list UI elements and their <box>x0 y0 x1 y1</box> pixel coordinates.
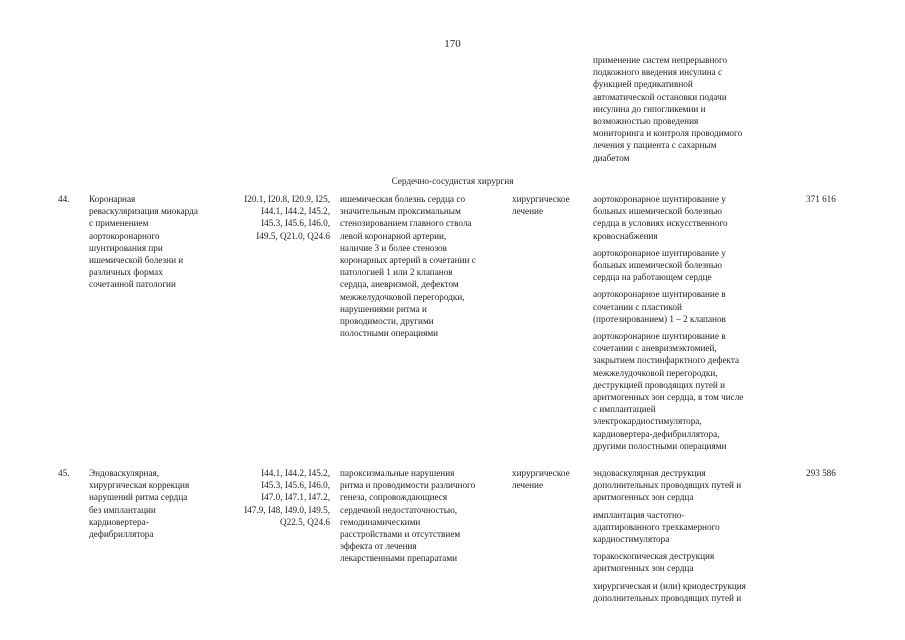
text-line: сочетанной патологии <box>89 279 176 290</box>
text-line: лечения у пациента с сахарным <box>593 140 717 151</box>
treatment-methods <box>593 467 803 609</box>
text-line: ишемической болезни и <box>89 255 184 266</box>
row-number: 45. <box>58 468 70 478</box>
icd-codes <box>222 467 330 528</box>
text-line: деструкцией проводящих путей и <box>593 379 726 390</box>
text-line: аортокоронарное шунтирование у <box>593 194 726 204</box>
text-line: кардиовертера-дефибриллятора, <box>593 428 720 439</box>
text-line: межжелудочковой перегородки, <box>340 291 465 302</box>
text-line: пароксизмальные нарушения <box>340 468 455 478</box>
text-line: полостными операциями <box>340 328 439 339</box>
text-line: нарушений ритма сердца <box>89 492 188 503</box>
text-line: различных формах <box>89 267 163 278</box>
text-line: аритмогенных зон сердца <box>593 492 694 503</box>
text-line: генеза, сопровождающиеся <box>340 492 448 503</box>
text-line: ритма и проводимости различного <box>340 480 476 491</box>
page-number: 170 <box>444 38 461 50</box>
text-line: лечение <box>512 206 544 217</box>
text-line: без имплантации <box>89 504 156 515</box>
text-line: адаптированного трехкамерного <box>593 521 720 532</box>
method-item <box>593 467 803 504</box>
text-line: I45.3, I45.6, I46.0, <box>261 480 330 491</box>
text-line: больных ишемической болезнью <box>593 260 723 271</box>
text-line: с применением <box>89 218 149 229</box>
treatment-type <box>512 467 587 491</box>
text-line: хирургическая коррекция <box>89 480 190 491</box>
method-item <box>593 247 803 284</box>
text-line: с имплантацией <box>593 404 656 415</box>
method-item <box>593 330 803 452</box>
text-line: сердца в условиях искусственного <box>593 218 728 229</box>
text-line: межжелудочковой перегородки, <box>593 367 718 378</box>
text-line: расстройствами и отсутствием <box>340 529 461 540</box>
text-line: кардиостимулятора <box>593 534 670 545</box>
cost-value: 371 616 <box>806 194 836 204</box>
text-line: коронарных артерий в сочетании с <box>340 255 476 266</box>
text-line: инсулина до гипогликемии и <box>593 103 706 114</box>
text-line: наличие 3 и более стенозов <box>340 242 447 253</box>
text-line: дополнительных проводящих путей и <box>593 480 742 491</box>
prev-method-text <box>593 54 803 164</box>
cost-value: 293 586 <box>806 468 836 478</box>
text-line: другими полостными операциями <box>593 440 727 451</box>
text-line: аортокоронарное шунтирование в <box>593 331 726 342</box>
text-line: аортокоронарного <box>89 230 160 241</box>
text-line: Q22.5, Q24.6 <box>279 516 330 527</box>
text-line: реваскуляризация миокарда <box>89 206 198 217</box>
text-line: кровоснабжения <box>593 230 658 241</box>
text-line: автоматической остановки подачи <box>593 91 727 102</box>
text-line: имплантация частотно- <box>593 509 685 520</box>
patient-model <box>340 467 505 565</box>
method-item <box>593 509 803 546</box>
patient-model <box>340 193 505 339</box>
text-line: I47.9, I48, I49.0, I49.5, <box>244 504 330 515</box>
text-line: лечение <box>512 480 544 491</box>
text-line: применение систем непрерывного <box>593 55 728 65</box>
text-line: аритмогенных зон сердца <box>593 563 694 574</box>
text-line: дефибриллятора <box>89 529 154 540</box>
treatment-type <box>512 193 587 217</box>
text-line: электрокардиостимулятора, <box>593 416 702 427</box>
text-line: Коронарная <box>89 194 136 204</box>
text-line: I44.1, I44.2, I45.2, <box>261 468 330 478</box>
text-line: диабетом <box>593 152 630 163</box>
text-line: аортокоронарное шунтирование в <box>593 289 726 300</box>
method-item <box>593 193 803 242</box>
text-line: I45.3, I45.6, I46.0, <box>261 218 330 229</box>
text-line: аритмогенных зон сердца, в том числе <box>593 392 744 403</box>
text-line: больных ишемической болезнью <box>593 206 723 217</box>
text-line: ишемическая болезнь сердца со <box>340 194 466 204</box>
text-line: аортокоронарное шунтирование у <box>593 247 726 258</box>
text-line: сочетании с пластикой <box>593 301 682 312</box>
row-number: 44. <box>58 194 70 204</box>
section-title: Сердечно-сосудистая хирургия <box>391 176 514 186</box>
text-line: возможностью проведения <box>593 116 699 127</box>
method-item <box>593 288 803 325</box>
text-line: торакоскопическая деструкция <box>593 551 715 562</box>
text-line: мониторинга и контроля проводимого <box>593 128 743 139</box>
icd-codes <box>222 193 330 242</box>
text-line: проводимости, другими <box>340 316 434 327</box>
text-line: патологией 1 или 2 клапанов <box>340 267 453 278</box>
text-line: значительным проксимальным <box>340 206 461 217</box>
procedure-name <box>89 193 224 291</box>
method-item <box>593 550 803 574</box>
text-line: закрытием постинфарктного дефекта <box>593 355 740 366</box>
text-line: функцией предикативной <box>593 79 693 90</box>
method-item <box>593 580 803 604</box>
text-line: Эндоваскулярная, <box>89 468 160 478</box>
text-line: (протезированием) 1 – 2 клапанов <box>593 313 726 324</box>
procedure-name <box>89 467 224 540</box>
text-line: стенозированием главного ствола <box>340 218 472 229</box>
text-line: эффекта от лечения <box>340 541 417 552</box>
text-line: дополнительных проводящих путей и <box>593 592 742 603</box>
text-line: I49.5, Q21.0, Q24.6 <box>256 230 330 241</box>
text-line: лекарственными препаратами <box>340 553 458 564</box>
treatment-methods <box>593 193 803 457</box>
text-line: левой коронарной артерии, <box>340 230 447 241</box>
text-line: подкожного введения инсулина с <box>593 67 723 78</box>
text-line: сочетании с аневризмэктомией, <box>593 343 717 354</box>
text-line: сердца на работающем сердце <box>593 272 712 283</box>
text-line: эндоваскулярная деструкция <box>593 468 706 478</box>
text-line: хирургическое <box>512 468 570 478</box>
text-line: сердечной недостаточностью, <box>340 504 458 515</box>
text-line: гемодинамическими <box>340 516 421 527</box>
text-line: I47.0, I47.1, I47.2, <box>261 492 330 503</box>
text-line: хирургическая и (или) криодеструкция <box>593 580 746 591</box>
text-line: I44.1, I44.2, I45.2, <box>261 206 330 217</box>
text-line: сердца, аневризмой, дефектом <box>340 279 459 290</box>
text-line: кардиовертера- <box>89 516 149 527</box>
text-line: хирургическое <box>512 194 570 204</box>
text-line: I20.1, I20.8, I20.9, I25, <box>244 194 330 204</box>
text-line: шунтирования при <box>89 242 163 253</box>
text-line: нарушениями ритма и <box>340 303 427 314</box>
